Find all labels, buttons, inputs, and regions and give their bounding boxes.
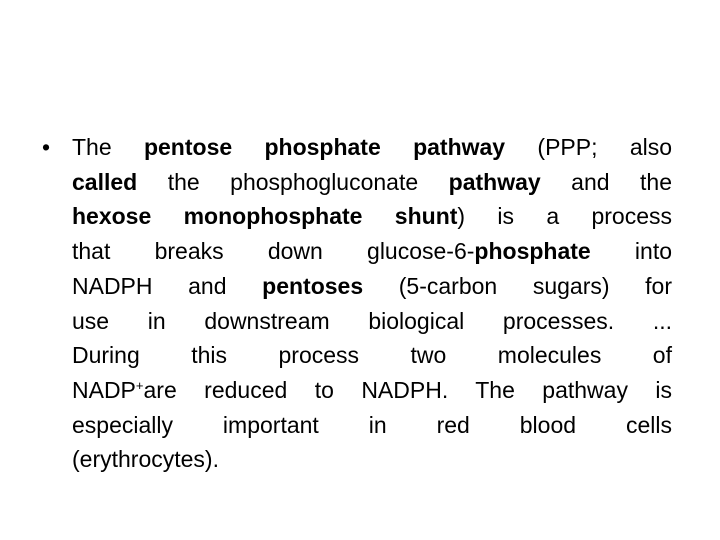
text-run: The <box>72 134 144 160</box>
superscript-text: + <box>135 377 144 393</box>
paragraph-line <box>72 165 672 200</box>
paragraph-line <box>72 269 672 304</box>
bold-text: phosphate <box>474 238 591 265</box>
bold-text: pentose phosphate pathway <box>143 134 506 160</box>
paragraph-line <box>72 373 672 408</box>
paragraph-line <box>72 199 672 234</box>
text-run: (PPP; also <box>505 134 673 160</box>
bold-text: pathway <box>448 168 541 195</box>
paragraph-line <box>72 408 672 443</box>
text-run: the phosphogluconate <box>137 168 449 195</box>
text-run: (5-carbon sugars) for <box>363 272 673 299</box>
paragraph-line <box>72 442 672 477</box>
text-run: especially important in red blood cells <box>72 411 672 438</box>
bold-text: pentoses <box>262 272 364 299</box>
text-run: During this process two molecules of <box>72 342 672 369</box>
bold-text: hexose monophosphate shunt <box>72 203 458 230</box>
text-run: (erythrocytes). <box>72 446 219 473</box>
paragraph-line <box>72 234 672 269</box>
text-run: and the <box>540 168 672 195</box>
text-run: NADPH and <box>72 272 263 299</box>
text-run: into <box>590 238 673 265</box>
text-run: are reduced to NADPH. The pathway is <box>143 376 672 403</box>
bullet-paragraph <box>42 130 672 477</box>
paragraph-text <box>72 130 672 477</box>
bullet-point: • <box>42 134 51 160</box>
text-run: use in downstream biological processes. ... <box>72 307 672 334</box>
bold-text: called <box>72 168 138 195</box>
text-run: NADP <box>72 376 136 403</box>
text-run: ) is a process <box>457 203 672 230</box>
paragraph-line <box>72 304 672 339</box>
paragraph-line <box>72 130 672 165</box>
text-run: that breaks down glucose-6- <box>72 238 475 265</box>
paragraph-line <box>72 338 672 373</box>
